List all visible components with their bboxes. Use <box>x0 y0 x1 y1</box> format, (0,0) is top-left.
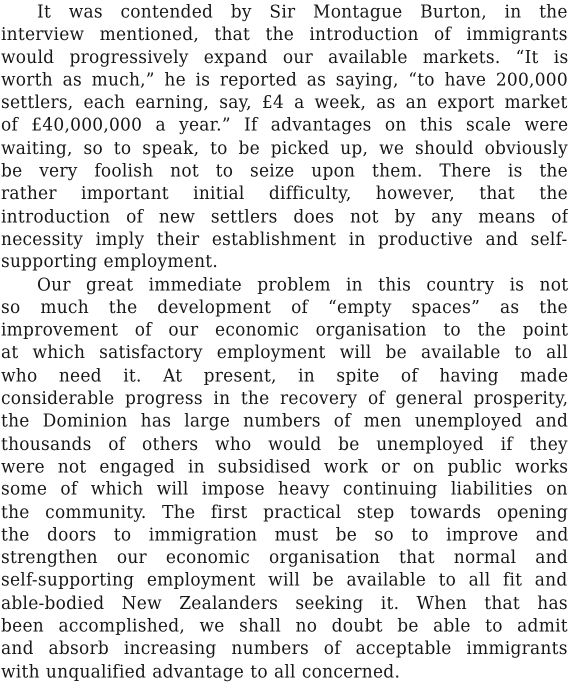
text-line: the Dominion has large numbers of men unemployed and <box>1 411 568 432</box>
text-line: be very foolish not to seize upon them. There is the <box>1 161 568 182</box>
text-line: the community. The first practical step towards opening <box>1 502 568 523</box>
text-line: improvement of our economic organisation to the point <box>1 320 568 341</box>
text-line: some of which will impose heavy continuing liabilities on <box>1 479 568 501</box>
text-line: worth as much,” he is reported as saying, “to have 200,000 <box>1 70 568 91</box>
text-line: been accomplished, we shall no doubt be able to admit <box>1 616 568 637</box>
text-line: able-bodied New Zealanders seeking it. When that has <box>1 593 568 614</box>
text-line: so much the development of “empty spaces” as the <box>1 297 568 319</box>
text-line: self-supporting employment will be available to all fit and <box>1 570 568 592</box>
text-line: strengthen our economic organisation that normal and <box>1 547 568 569</box>
text-line: at which satisfactory employment will be available to all <box>1 343 568 364</box>
text-line: necessity imply their establishment in productive and self- <box>1 229 568 250</box>
text-line: waiting, so to speak, to be picked up, we should obviously <box>1 138 568 159</box>
text-line: introduction of new settlers does not by any means of <box>1 206 568 228</box>
text-line: Our great immediate problem in this country is not <box>37 274 568 296</box>
text-line: with unqualified advantage to all concerned. <box>1 661 401 682</box>
text-line: who need it. At present, in spite of having made <box>1 365 568 387</box>
text-line: were not engaged in subsidised work or on public works <box>1 456 568 478</box>
text-line: interview mentioned, that the introduction of immigrants <box>1 24 568 46</box>
text-line: It was contended by Sir Montague Burton, in the <box>37 2 568 23</box>
text-line: the doors to immigration must be so to improve and <box>1 525 568 546</box>
text-line: would progressively expand our available markets. “It is <box>1 47 568 68</box>
text-line: settlers, each earning, say, £4 a week, as an export market <box>1 93 568 114</box>
text-line: thousands of others who would be unemployed if they <box>1 434 568 455</box>
text-line: supporting employment. <box>1 252 219 273</box>
text-line: considerable progress in the recovery of general prosperity, <box>1 388 568 410</box>
text-line: of £40,000,000 a year.” If advantages on this scale were <box>1 115 568 137</box>
text-line: and absorb increasing numbers of acceptable immigrants <box>1 638 568 660</box>
text-line: rather important initial difficulty, however, that the <box>1 183 568 205</box>
